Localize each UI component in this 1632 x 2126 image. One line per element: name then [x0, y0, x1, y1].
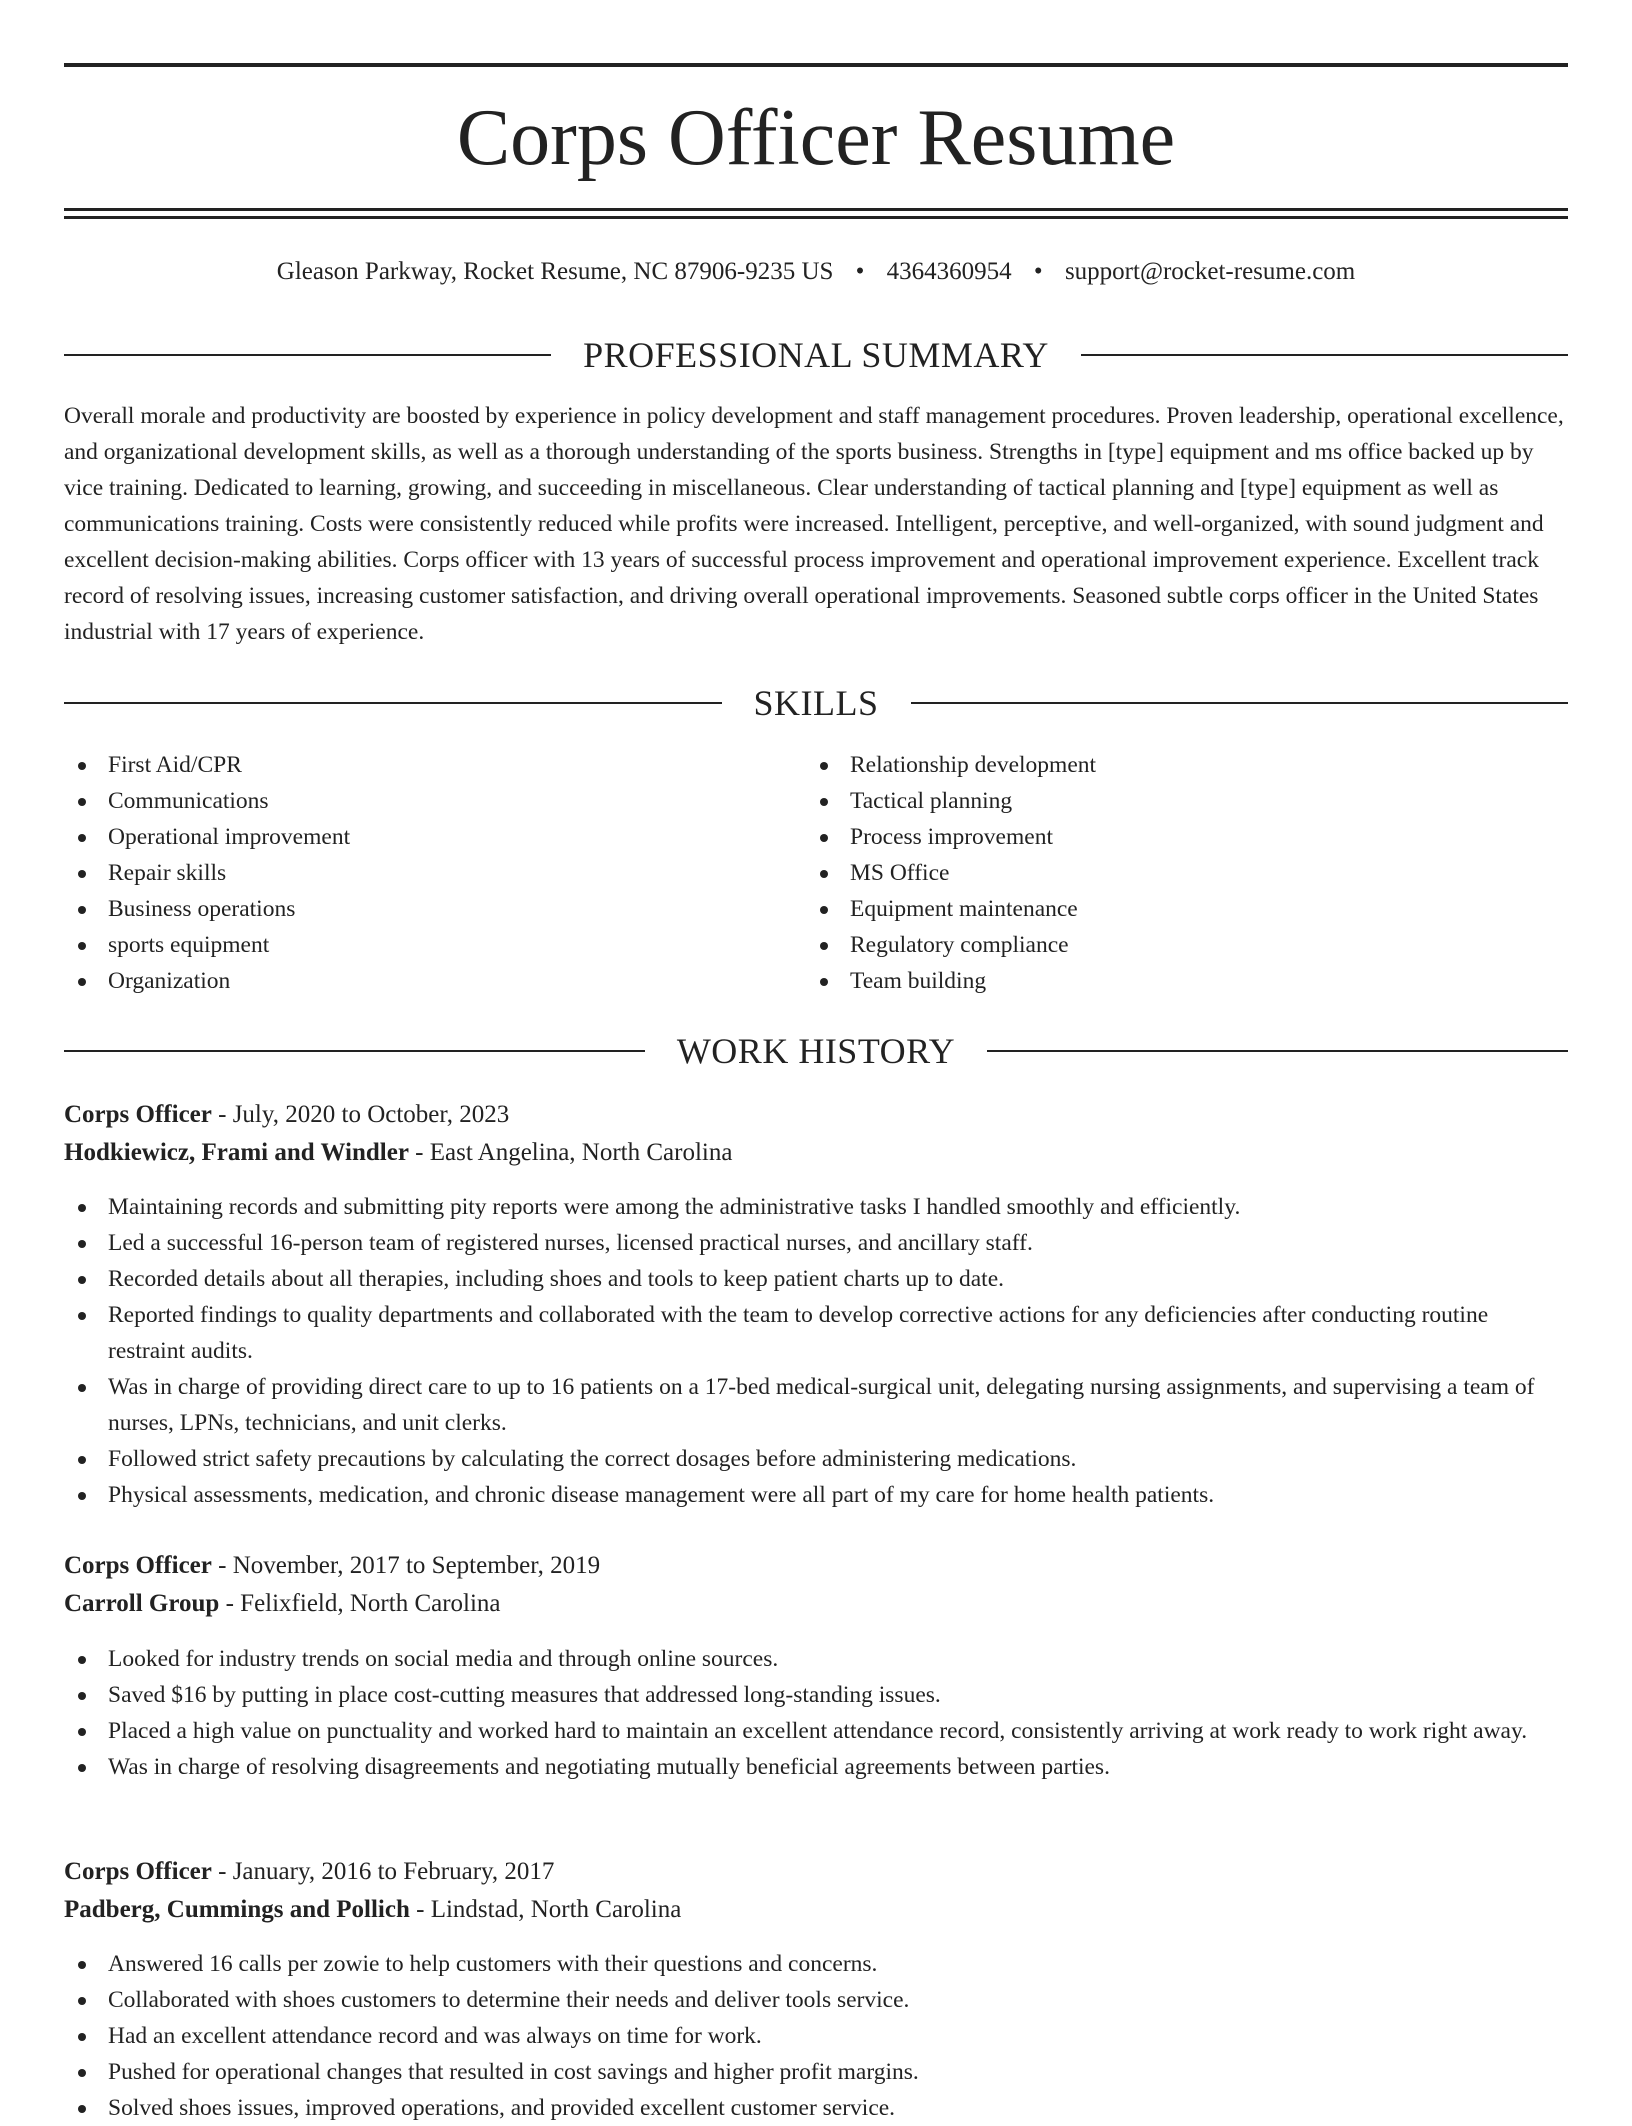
heading-rule-right [911, 702, 1569, 704]
job-duties-list [64, 1189, 1568, 1513]
job-duty: Reported findings to quality departments and collaborated with the team to develop corrective actions for any deficiencies after conducting routine restraint audits. [64, 1297, 1568, 1369]
job-duty: Had an excellent attendance record and was always on time for work. [64, 2018, 1568, 2054]
job-duty: Pushed for operational changes that resulted in cost savings and higher profit margins. [64, 2054, 1568, 2090]
skill-item: MS Office [806, 855, 1506, 891]
contact-separator: • [1033, 258, 1043, 285]
work-heading-label: WORK HISTORY [676, 1031, 956, 1071]
job-company-line [64, 1891, 1568, 1929]
job-duty: Was in charge of providing direct care to up to 16 patients on a 17-bed medical-surgical unit, delegating nursing assignments, and supervising a team of nurses, LPNs, technicians, and unit clerks. [64, 1369, 1568, 1441]
job-company-line [64, 1585, 1568, 1623]
skill-item: Organization [64, 963, 764, 999]
summary-heading-label: PROFESSIONAL SUMMARY [583, 335, 1049, 375]
job-duties-list [64, 1641, 1568, 1785]
skills-list-left [64, 747, 764, 999]
job-duty: Looked for industry trends on social media and through online sources. [64, 1641, 1568, 1677]
skill-item: Equipment maintenance [806, 891, 1506, 927]
heading-rule-left [64, 702, 722, 704]
job-title-line [64, 1853, 1568, 1891]
job-company-line [64, 1134, 1568, 1172]
skills-heading-label: SKILLS [753, 683, 879, 723]
job-dates: - January, 2016 to February, 2017 [211, 1858, 555, 1885]
skill-item: Repair skills [64, 855, 764, 891]
job-title: Corps Officer [64, 1552, 212, 1579]
heading-rule-left [64, 354, 551, 356]
job-title: Corps Officer [64, 1101, 212, 1128]
job-location: - East Angelina, North Carolina [408, 1139, 733, 1166]
title-rule-lower [64, 216, 1568, 219]
job-dates: - November, 2017 to September, 2019 [211, 1552, 601, 1579]
top-rule [64, 63, 1568, 67]
resume-title: Corps Officer Resume [456, 94, 1176, 182]
job-company: Hodkiewicz, Frami and Windler [64, 1139, 409, 1166]
heading-rule-right [1081, 354, 1568, 356]
job-duty: Physical assessments, medication, and chronic disease management were all part of my care for home health patients. [64, 1477, 1568, 1513]
job-duty: Recorded details about all therapies, including shoes and tools to keep patient charts up to date. [64, 1261, 1568, 1297]
skill-item: sports equipment [64, 927, 764, 963]
job-duty: Saved $16 by putting in place cost-cutting measures that addressed long-standing issues. [64, 1677, 1568, 1713]
skill-item: Regulatory compliance [806, 927, 1506, 963]
heading-rule-left [64, 1050, 645, 1052]
job-title-line [64, 1096, 1568, 1134]
job-duties-list [64, 1946, 1568, 2126]
contact-line [64, 252, 1568, 292]
job-location: - Lindstad, North Carolina [409, 1896, 682, 1923]
job-duty: Was in charge of resolving disagreements and negotiating mutually beneficial agreements between parties. [64, 1749, 1568, 1785]
heading-rule-right [987, 1050, 1568, 1052]
title-rule-upper [64, 208, 1568, 211]
skill-item: Process improvement [806, 819, 1506, 855]
skill-item: Operational improvement [64, 819, 764, 855]
job-duty: Led a successful 16-person team of registered nurses, licensed practical nurses, and ancillary staff. [64, 1225, 1568, 1261]
job-duty: Solved shoes issues, improved operations, and provided excellent customer service. [64, 2090, 1568, 2126]
job-company: Carroll Group [64, 1590, 220, 1617]
skill-item: Team building [806, 963, 1506, 999]
summary-section-heading [64, 330, 1568, 380]
job-title-line [64, 1547, 1568, 1585]
job-company: Padberg, Cummings and Pollich [64, 1896, 410, 1923]
skill-item: Tactical planning [806, 783, 1506, 819]
job-duty: Answered 16 calls per zowie to help customers with their questions and concerns. [64, 1946, 1568, 1982]
job-location: - Felixfield, North Carolina [219, 1590, 501, 1617]
job-duty: Followed strict safety precautions by calculating the correct dosages before administering medications. [64, 1441, 1568, 1477]
skill-item: First Aid/CPR [64, 747, 764, 783]
professional-summary: Overall morale and productivity are boosted by experience in policy development and staff management procedures. Proven leadership, operational excellence, and organizational development skills, as well as a thorough understanding of the sports business. Strengths in [type] equipment and ms office backed up by vice training. Dedicated to learning, growing, and succeeding in miscellaneous. Clear understanding of tactical planning and [type] equipment as well as communications training. Costs were consistently reduced while profits were increased. Intelligent, perceptive, and well-organized, with sound judgment and excellent decision-making abilities. Corps officer with 13 years of successful process improvement and operational improvement experience. Excellent track record of resolving issues, increasing customer satisfaction, and driving overall operational improvements. Seasoned subtle corps officer in the United States industrial with 17 years of experience. [64, 403, 1564, 645]
job-duty: Collaborated with shoes customers to determine their needs and deliver tools service. [64, 1982, 1568, 2018]
skills-section-heading [64, 678, 1568, 728]
skill-item: Relationship development [806, 747, 1506, 783]
contact-separator: • [855, 258, 865, 285]
skills-list-right [806, 747, 1506, 999]
job-title: Corps Officer [64, 1858, 212, 1885]
contact-phone: 4364360954 [886, 258, 1012, 285]
job-dates: - July, 2020 to October, 2023 [211, 1101, 510, 1128]
skill-item: Communications [64, 783, 764, 819]
job-duty: Placed a high value on punctuality and worked hard to maintain an excellent attendance record, consistently arriving at work ready to work right away. [64, 1713, 1568, 1749]
contact-address: Gleason Parkway, Rocket Resume, NC 87906-9235 US [276, 258, 834, 285]
skill-item: Business operations [64, 891, 764, 927]
work-section-heading [64, 1026, 1568, 1076]
contact-email: support@rocket-resume.com [1064, 258, 1356, 285]
job-duty: Maintaining records and submitting pity reports were among the administrative tasks I handled smoothly and efficiently. [64, 1189, 1568, 1225]
